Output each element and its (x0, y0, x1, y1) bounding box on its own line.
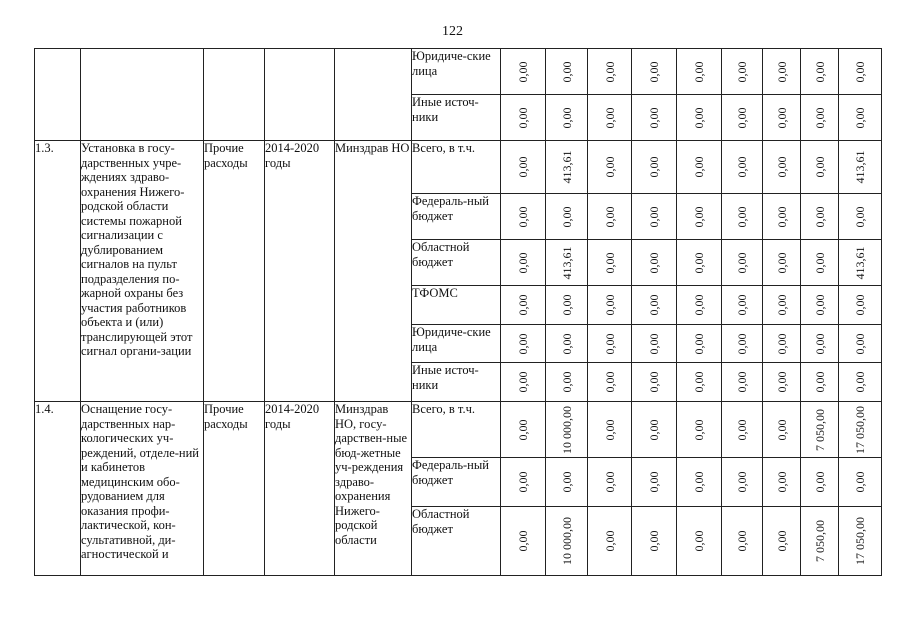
amount-value: 0,00 (559, 206, 574, 227)
amount-value: 0,00 (812, 333, 827, 354)
amount-value: 413,61 (852, 150, 867, 184)
amount-cell (632, 240, 677, 286)
funding-source: Иные источ-ники (412, 95, 501, 141)
amount-value: 0,00 (602, 294, 617, 316)
empty-executor-cell (335, 49, 412, 141)
amount-value: 0,00 (774, 107, 789, 128)
amount-cell (588, 507, 632, 576)
amount-cell (763, 141, 801, 194)
amount-value: 0,00 (691, 61, 706, 82)
funding-source: Юридиче-ские лица (412, 325, 501, 363)
amount-cell (546, 49, 588, 95)
amount-cell (546, 363, 588, 402)
amount-value: 0,00 (812, 471, 827, 493)
amount-cell (677, 325, 722, 363)
amount-value: 0,00 (515, 206, 530, 227)
item-executor: Минздрав НО (335, 141, 412, 402)
amount-value: 0,00 (515, 471, 530, 493)
amount-cell (677, 141, 722, 194)
amount-cell (632, 141, 677, 194)
table-row (35, 402, 882, 458)
amount-value: 0,00 (852, 371, 867, 393)
amount-cell (588, 240, 632, 286)
amount-cell (839, 458, 882, 507)
amount-cell (501, 458, 546, 507)
amount-cell (722, 507, 763, 576)
amount-value: 0,00 (812, 156, 827, 178)
amount-cell (588, 286, 632, 325)
funding-source: Федераль-ный бюджет (412, 194, 501, 240)
amount-value: 0,00 (734, 419, 749, 440)
amount-value: 0,00 (559, 471, 574, 493)
amount-cell (763, 363, 801, 402)
amount-cell (546, 286, 588, 325)
amount-value: 0,00 (812, 107, 827, 128)
amount-value: 0,00 (774, 471, 789, 493)
amount-value: 0,00 (559, 333, 574, 354)
amount-value: 0,00 (646, 206, 661, 227)
amount-cell (722, 363, 763, 402)
amount-value: 0,00 (812, 371, 827, 393)
amount-cell (839, 240, 882, 286)
amount-cell (801, 458, 839, 507)
amount-cell (677, 49, 722, 95)
amount-value: 0,00 (646, 371, 661, 393)
amount-cell (588, 95, 632, 141)
amount-cell (839, 402, 882, 458)
amount-cell (801, 363, 839, 402)
amount-value: 0,00 (852, 107, 867, 128)
amount-value: 0,00 (774, 294, 789, 316)
amount-value: 0,00 (691, 419, 706, 440)
amount-cell (722, 240, 763, 286)
amount-value: 0,00 (602, 252, 617, 273)
amount-value: 0,00 (852, 61, 867, 82)
amount-value: 0,00 (774, 333, 789, 354)
amount-value: 0,00 (646, 419, 661, 440)
item-type: Прочие расходы (204, 141, 265, 402)
amount-cell (588, 49, 632, 95)
amount-value: 17 050,00 (852, 405, 867, 454)
amount-value: 413,61 (559, 246, 574, 279)
amount-value: 0,00 (691, 471, 706, 493)
amount-value: 0,00 (734, 61, 749, 82)
funding-source: Всего, в т.ч. (412, 402, 501, 458)
amount-value: 0,00 (602, 206, 617, 227)
amount-cell (839, 286, 882, 325)
amount-cell (546, 141, 588, 194)
table-row (35, 141, 882, 194)
amount-value: 0,00 (602, 471, 617, 493)
amount-cell (677, 402, 722, 458)
amount-value: 0,00 (559, 107, 574, 128)
amount-cell (801, 286, 839, 325)
amount-cell (722, 458, 763, 507)
amount-value: 0,00 (734, 333, 749, 354)
item-title: Оснащение госу-дарственных нар-кологических уч-реждений, отделе-ний и кабинетов медицинским обо-рудованием для оказания профи-лактической, кон-сультативной, ди-агностической и (81, 402, 204, 576)
amount-value: 0,00 (515, 530, 530, 552)
amount-cell (546, 95, 588, 141)
amount-value: 0,00 (734, 371, 749, 393)
amount-cell (763, 286, 801, 325)
amount-cell (801, 49, 839, 95)
amount-value: 0,00 (646, 471, 661, 493)
amount-value: 10 000,00 (559, 517, 574, 565)
amount-cell (632, 325, 677, 363)
funding-source: Иные источ-ники (412, 363, 501, 402)
amount-cell (763, 507, 801, 576)
amount-cell (763, 325, 801, 363)
amount-cell (839, 325, 882, 363)
empty-number-cell (35, 49, 81, 141)
amount-cell (763, 458, 801, 507)
amount-cell (546, 240, 588, 286)
amount-value: 0,00 (812, 206, 827, 227)
amount-cell (501, 240, 546, 286)
amount-cell (546, 194, 588, 240)
amount-cell (632, 49, 677, 95)
amount-cell (501, 286, 546, 325)
amount-cell (722, 194, 763, 240)
amount-cell (677, 194, 722, 240)
amount-cell (677, 286, 722, 325)
amount-cell (588, 363, 632, 402)
amount-cell (839, 363, 882, 402)
amount-cell (632, 286, 677, 325)
amount-cell (501, 95, 546, 141)
amount-value: 0,00 (852, 294, 867, 316)
amount-cell (722, 95, 763, 141)
amount-cell (801, 141, 839, 194)
amount-cell (501, 49, 546, 95)
amount-cell (632, 194, 677, 240)
amount-value: 0,00 (812, 294, 827, 316)
amount-value: 7 050,00 (812, 408, 827, 451)
amount-cell (588, 141, 632, 194)
amount-cell (632, 402, 677, 458)
amount-cell (763, 49, 801, 95)
amount-cell (588, 458, 632, 507)
amount-value: 0,00 (602, 107, 617, 128)
funding-source: Федераль-ный бюджет (412, 458, 501, 507)
amount-value: 0,00 (515, 156, 530, 178)
amount-cell (501, 507, 546, 576)
amount-value: 0,00 (734, 252, 749, 273)
amount-cell (677, 95, 722, 141)
amount-cell (677, 240, 722, 286)
amount-cell (632, 507, 677, 576)
amount-cell (632, 363, 677, 402)
amount-cell (722, 286, 763, 325)
amount-cell (801, 507, 839, 576)
amount-cell (763, 194, 801, 240)
amount-cell (501, 402, 546, 458)
funding-source: ТФОМС (412, 286, 501, 325)
amount-cell (588, 325, 632, 363)
amount-value: 0,00 (559, 294, 574, 316)
amount-value: 0,00 (646, 252, 661, 273)
amount-value: 0,00 (646, 530, 661, 552)
funding-source: Юридиче-ские лица (412, 49, 501, 95)
amount-cell (501, 141, 546, 194)
amount-value: 0,00 (852, 471, 867, 493)
item-executor: Минздрав НО, госу-дарствен-ные бюд-жетные уч-реждения здраво-охранения Нижего-родской области (335, 402, 412, 576)
amount-value: 0,00 (774, 61, 789, 82)
amount-value: 0,00 (602, 156, 617, 178)
amount-cell (839, 141, 882, 194)
amount-value: 7 050,00 (812, 520, 827, 562)
amount-value: 0,00 (602, 371, 617, 393)
amount-cell (722, 325, 763, 363)
amount-cell (839, 95, 882, 141)
amount-cell (763, 95, 801, 141)
amount-cell (677, 458, 722, 507)
amount-value: 0,00 (734, 206, 749, 227)
amount-value: 0,00 (774, 156, 789, 178)
amount-value: 0,00 (691, 371, 706, 393)
amount-cell (677, 363, 722, 402)
item-title: Установка в госу-дарственных учре-ждениях здраво-охранения Нижего-родской области системы пожарной сигнализации с дублированием сигналов на пульт подразделения по-жарной охраны без участия работников объекта и (или) транслирующей этот сигнал органи-зации (81, 141, 204, 402)
item-number: 1.4. (35, 402, 81, 576)
amount-cell (722, 49, 763, 95)
amount-value: 0,00 (646, 294, 661, 316)
amount-cell (588, 402, 632, 458)
empty-type-cell (204, 49, 265, 141)
amount-value: 0,00 (734, 156, 749, 178)
amount-cell (763, 240, 801, 286)
amount-value: 0,00 (515, 333, 530, 354)
item-period: 2014-2020 годы (265, 402, 335, 576)
amount-value: 0,00 (691, 252, 706, 273)
amount-value: 0,00 (515, 61, 530, 82)
amount-value: 0,00 (691, 206, 706, 227)
amount-cell (546, 458, 588, 507)
amount-value: 0,00 (774, 371, 789, 393)
amount-value: 0,00 (515, 294, 530, 316)
amount-cell (501, 363, 546, 402)
amount-value: 0,00 (734, 530, 749, 552)
amount-value: 0,00 (774, 206, 789, 227)
amount-cell (546, 325, 588, 363)
amount-value: 0,00 (559, 371, 574, 393)
amount-value: 0,00 (646, 107, 661, 128)
table-row (35, 49, 882, 95)
amount-value: 0,00 (774, 252, 789, 273)
item-number: 1.3. (35, 141, 81, 402)
amount-cell (632, 95, 677, 141)
funding-source: Областной бюджет (412, 240, 501, 286)
amount-value: 0,00 (852, 206, 867, 227)
amount-value: 10 000,00 (559, 405, 574, 454)
amount-cell (546, 507, 588, 576)
funding-source: Всего, в т.ч. (412, 141, 501, 194)
amount-cell (801, 325, 839, 363)
amount-value: 0,00 (734, 107, 749, 128)
amount-cell (588, 194, 632, 240)
amount-cell (501, 194, 546, 240)
amount-value: 413,61 (852, 246, 867, 279)
amount-value: 413,61 (559, 150, 574, 184)
amount-cell (801, 95, 839, 141)
page-number: 122 (442, 24, 463, 39)
amount-cell (501, 325, 546, 363)
amount-value: 0,00 (691, 294, 706, 316)
amount-value: 0,00 (515, 252, 530, 273)
amount-value: 0,00 (515, 107, 530, 128)
amount-value: 0,00 (515, 419, 530, 440)
amount-cell (763, 402, 801, 458)
amount-cell (801, 194, 839, 240)
amount-cell (632, 458, 677, 507)
amount-value: 0,00 (515, 371, 530, 393)
amount-value: 0,00 (691, 107, 706, 128)
amount-value: 0,00 (646, 156, 661, 178)
amount-cell (722, 402, 763, 458)
amount-cell (546, 402, 588, 458)
amount-cell (801, 240, 839, 286)
funding-source: Областной бюджет (412, 507, 501, 576)
item-period: 2014-2020 годы (265, 141, 335, 402)
amount-value: 0,00 (602, 530, 617, 552)
amount-value: 0,00 (734, 471, 749, 493)
amount-value: 0,00 (774, 419, 789, 440)
amount-value: 0,00 (691, 156, 706, 178)
amount-cell (801, 402, 839, 458)
amount-value: 0,00 (602, 419, 617, 440)
amount-value: 0,00 (734, 294, 749, 316)
amount-cell (677, 507, 722, 576)
amount-value: 0,00 (812, 252, 827, 273)
amount-cell (839, 49, 882, 95)
amount-value: 0,00 (774, 530, 789, 552)
amount-cell (839, 194, 882, 240)
amount-value: 0,00 (812, 61, 827, 82)
amount-value: 0,00 (559, 61, 574, 82)
amount-cell (722, 141, 763, 194)
amount-value: 0,00 (646, 333, 661, 354)
amount-cell (839, 507, 882, 576)
amount-value: 0,00 (691, 530, 706, 552)
item-type: Прочие расходы (204, 402, 265, 576)
empty-period-cell (265, 49, 335, 141)
budget-table (34, 48, 882, 576)
amount-value: 0,00 (852, 333, 867, 354)
amount-value: 0,00 (602, 61, 617, 82)
empty-title-cell (81, 49, 204, 141)
amount-value: 0,00 (646, 61, 661, 82)
amount-value: 0,00 (691, 333, 706, 354)
amount-value: 0,00 (602, 333, 617, 354)
amount-value: 17 050,00 (852, 517, 867, 565)
